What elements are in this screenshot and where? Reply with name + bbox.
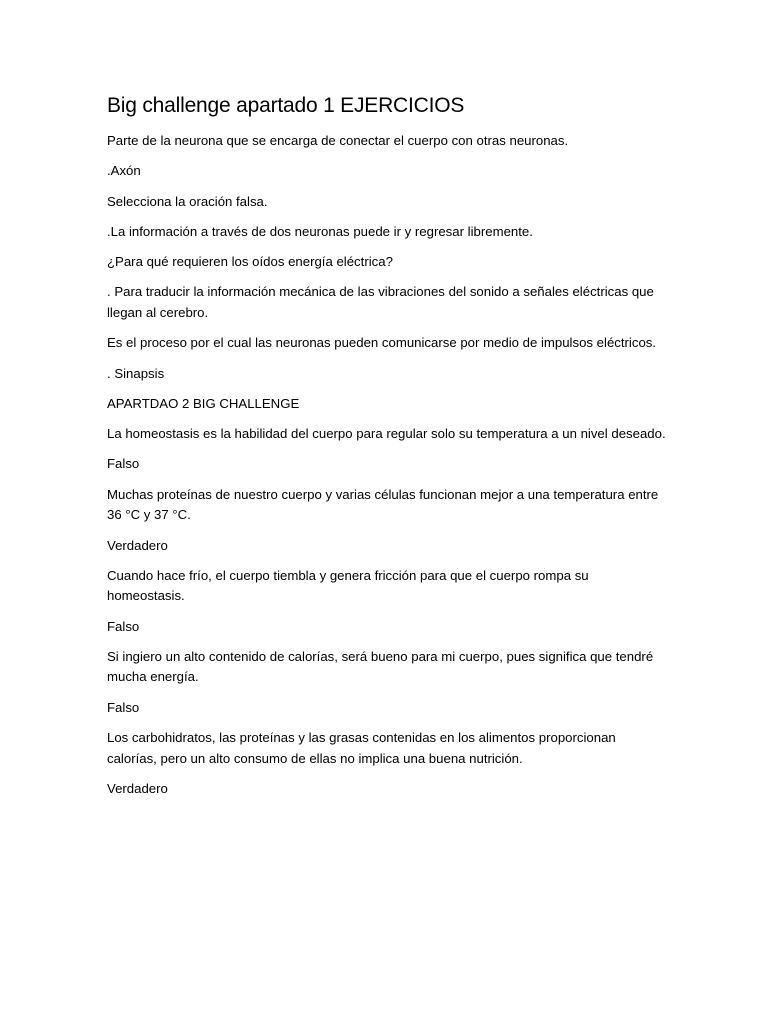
question-3: ¿Para qué requieren los oídos energía eléctrica? xyxy=(107,254,393,270)
answer-4: . Sinapsis xyxy=(107,365,165,381)
answer-3: . Para traducir la información mecánica de las vibraciones del sonido a señales eléctricas que llegan al cerebro. xyxy=(107,284,654,320)
verdict-5: Verdadero xyxy=(107,780,168,796)
statement-2: Muchas proteínas de nuestro cuerpo y varias células funcionan mejor a una temperatura entre 36 °C y 37 °C. xyxy=(107,486,659,523)
statement-4: Si ingiero un alto contenido de calorías, será bueno para mi cuerpo, pues significa que tendré mucha energía. xyxy=(107,648,654,685)
document-page xyxy=(107,92,667,809)
verdict-2: Verdadero xyxy=(107,537,168,553)
answer-2: .La información a través de dos neuronas puede ir y regresar libremente. xyxy=(107,223,533,239)
statement-1: La homeostasis es la habilidad del cuerpo para regular solo su temperatura a un nivel deseado. xyxy=(107,426,666,442)
question-4: Es el proceso por el cual las neuronas pueden comunicarse por medio de impulsos eléctricos. xyxy=(107,335,657,351)
section-heading: APARTDAO 2 BIG CHALLENGE xyxy=(107,395,300,411)
statement-3: Cuando hace frío, el cuerpo tiembla y genera fricción para que el cuerpo rompa su homeostasis. xyxy=(107,567,589,604)
statement-5: Los carbohidratos, las proteínas y las grasas contenidas en los alimentos proporcionan calorías, pero un alto consumo de ellas no implica una buena nutrición. xyxy=(107,730,616,766)
verdict-3: Falso xyxy=(107,618,140,634)
answer-1: .Axón xyxy=(107,163,141,179)
question-1: Parte de la neurona que se encarga de conectar el cuerpo con otras neuronas. xyxy=(107,133,569,148)
verdict-1: Falso xyxy=(107,456,140,472)
question-2: Selecciona la oración falsa. xyxy=(107,193,268,209)
document-title: Big challenge apartado 1 EJERCICIOS xyxy=(107,94,465,117)
verdict-4: Falso xyxy=(107,699,140,715)
